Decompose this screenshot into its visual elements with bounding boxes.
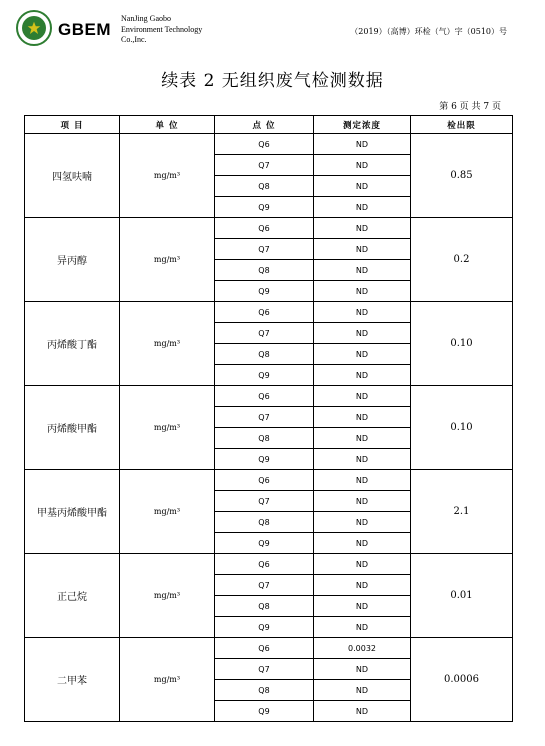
detection-limit-cell: 2.1 <box>411 470 513 554</box>
item-cell: 丙烯酸甲酯 <box>25 386 120 470</box>
concentration-cell: ND <box>314 134 411 155</box>
page-title: 续表 2 无组织废气检测数据 <box>161 71 384 91</box>
point-cell: Q7 <box>215 407 314 428</box>
point-cell: Q9 <box>215 449 314 470</box>
concentration-cell: ND <box>314 239 411 260</box>
detection-limit-cell: 0.01 <box>411 554 513 638</box>
concentration-cell: ND <box>314 197 411 218</box>
point-cell: Q9 <box>215 281 314 302</box>
point-cell: Q9 <box>215 617 314 638</box>
point-cell: Q7 <box>215 155 314 176</box>
detection-limit-cell: 0.10 <box>411 302 513 386</box>
point-cell: Q6 <box>215 470 314 491</box>
concentration-cell: ND <box>314 407 411 428</box>
document-number: （2019）（高博）环检（气）字（0510）号 <box>350 27 507 36</box>
detection-limit-cell: 0.10 <box>411 386 513 470</box>
point-cell: Q9 <box>215 533 314 554</box>
point-cell: Q8 <box>215 680 314 701</box>
point-cell: Q9 <box>215 701 314 722</box>
item-cell: 甲基丙烯酸甲酯 <box>25 470 120 554</box>
point-cell: Q6 <box>215 302 314 323</box>
unit-cell: mg/m³ <box>120 218 215 302</box>
detection-limit-cell: 0.85 <box>411 134 513 218</box>
item-cell: 二甲苯 <box>25 638 120 722</box>
point-cell: Q7 <box>215 491 314 512</box>
header-detection-limit: 检出限 <box>411 116 513 134</box>
detection-limit-cell: 0.2 <box>411 218 513 302</box>
point-cell: Q8 <box>215 344 314 365</box>
unit-cell: mg/m³ <box>120 638 215 722</box>
item-cell: 四氢呋喃 <box>25 134 120 218</box>
concentration-cell: ND <box>314 554 411 575</box>
concentration-cell: 0.0032 <box>314 638 411 659</box>
point-cell: Q9 <box>215 197 314 218</box>
company-line: Environment Technology <box>121 24 203 34</box>
table-header-row <box>25 116 513 134</box>
point-cell: Q8 <box>215 176 314 197</box>
unit-cell: mg/m³ <box>120 386 215 470</box>
concentration-cell: ND <box>314 491 411 512</box>
concentration-cell: ND <box>314 302 411 323</box>
point-cell: Q6 <box>215 218 314 239</box>
point-cell: Q7 <box>215 575 314 596</box>
point-cell: Q6 <box>215 386 314 407</box>
point-cell: Q8 <box>215 512 314 533</box>
point-cell: Q8 <box>215 428 314 449</box>
data-table <box>24 115 513 722</box>
point-cell: Q8 <box>215 260 314 281</box>
table-row <box>25 218 513 239</box>
unit-cell: mg/m³ <box>120 554 215 638</box>
concentration-cell: ND <box>314 680 411 701</box>
table-body <box>25 134 513 722</box>
concentration-cell: ND <box>314 512 411 533</box>
point-cell: Q6 <box>215 134 314 155</box>
point-cell: Q8 <box>215 596 314 617</box>
concentration-cell: ND <box>314 176 411 197</box>
concentration-cell: ND <box>314 533 411 554</box>
point-cell: Q6 <box>215 638 314 659</box>
concentration-cell: ND <box>314 344 411 365</box>
concentration-cell: ND <box>314 218 411 239</box>
page-info: 第 6 页 共 7 页 <box>439 102 501 112</box>
unit-cell: mg/m³ <box>120 302 215 386</box>
table-row <box>25 302 513 323</box>
concentration-cell: ND <box>314 260 411 281</box>
report-header <box>0 0 545 62</box>
point-cell: Q7 <box>215 659 314 680</box>
concentration-cell: ND <box>314 428 411 449</box>
brand-name: GBEM <box>58 20 111 39</box>
concentration-cell: ND <box>314 701 411 722</box>
concentration-cell: ND <box>314 470 411 491</box>
company-line: Co.,Inc. <box>121 35 147 44</box>
header-unit: 单 位 <box>120 116 215 134</box>
item-cell: 丙烯酸丁酯 <box>25 302 120 386</box>
unit-cell: mg/m³ <box>120 470 215 554</box>
company-name <box>121 14 202 46</box>
point-cell: Q9 <box>215 365 314 386</box>
concentration-cell: ND <box>314 575 411 596</box>
concentration-cell: ND <box>314 281 411 302</box>
concentration-cell: ND <box>314 155 411 176</box>
header-item: 项 目 <box>25 116 120 134</box>
table-row <box>25 134 513 155</box>
gbem-logo-icon <box>16 10 52 46</box>
concentration-cell: ND <box>314 323 411 344</box>
point-cell: Q6 <box>215 554 314 575</box>
concentration-cell: ND <box>314 659 411 680</box>
header-concentration: 测定浓度 <box>314 116 411 134</box>
concentration-cell: ND <box>314 617 411 638</box>
concentration-cell: ND <box>314 386 411 407</box>
detection-limit-cell: 0.0006 <box>411 638 513 722</box>
point-cell: Q7 <box>215 323 314 344</box>
table-row <box>25 638 513 659</box>
concentration-cell: ND <box>314 449 411 470</box>
concentration-cell: ND <box>314 596 411 617</box>
item-cell: 异丙醇 <box>25 218 120 302</box>
company-line: NanJing Gaobo <box>121 14 171 23</box>
table-row <box>25 470 513 491</box>
table-row <box>25 554 513 575</box>
point-cell: Q7 <box>215 239 314 260</box>
header-point: 点 位 <box>215 116 314 134</box>
concentration-cell: ND <box>314 365 411 386</box>
unit-cell: mg/m³ <box>120 134 215 218</box>
table-row <box>25 386 513 407</box>
item-cell: 正己烷 <box>25 554 120 638</box>
